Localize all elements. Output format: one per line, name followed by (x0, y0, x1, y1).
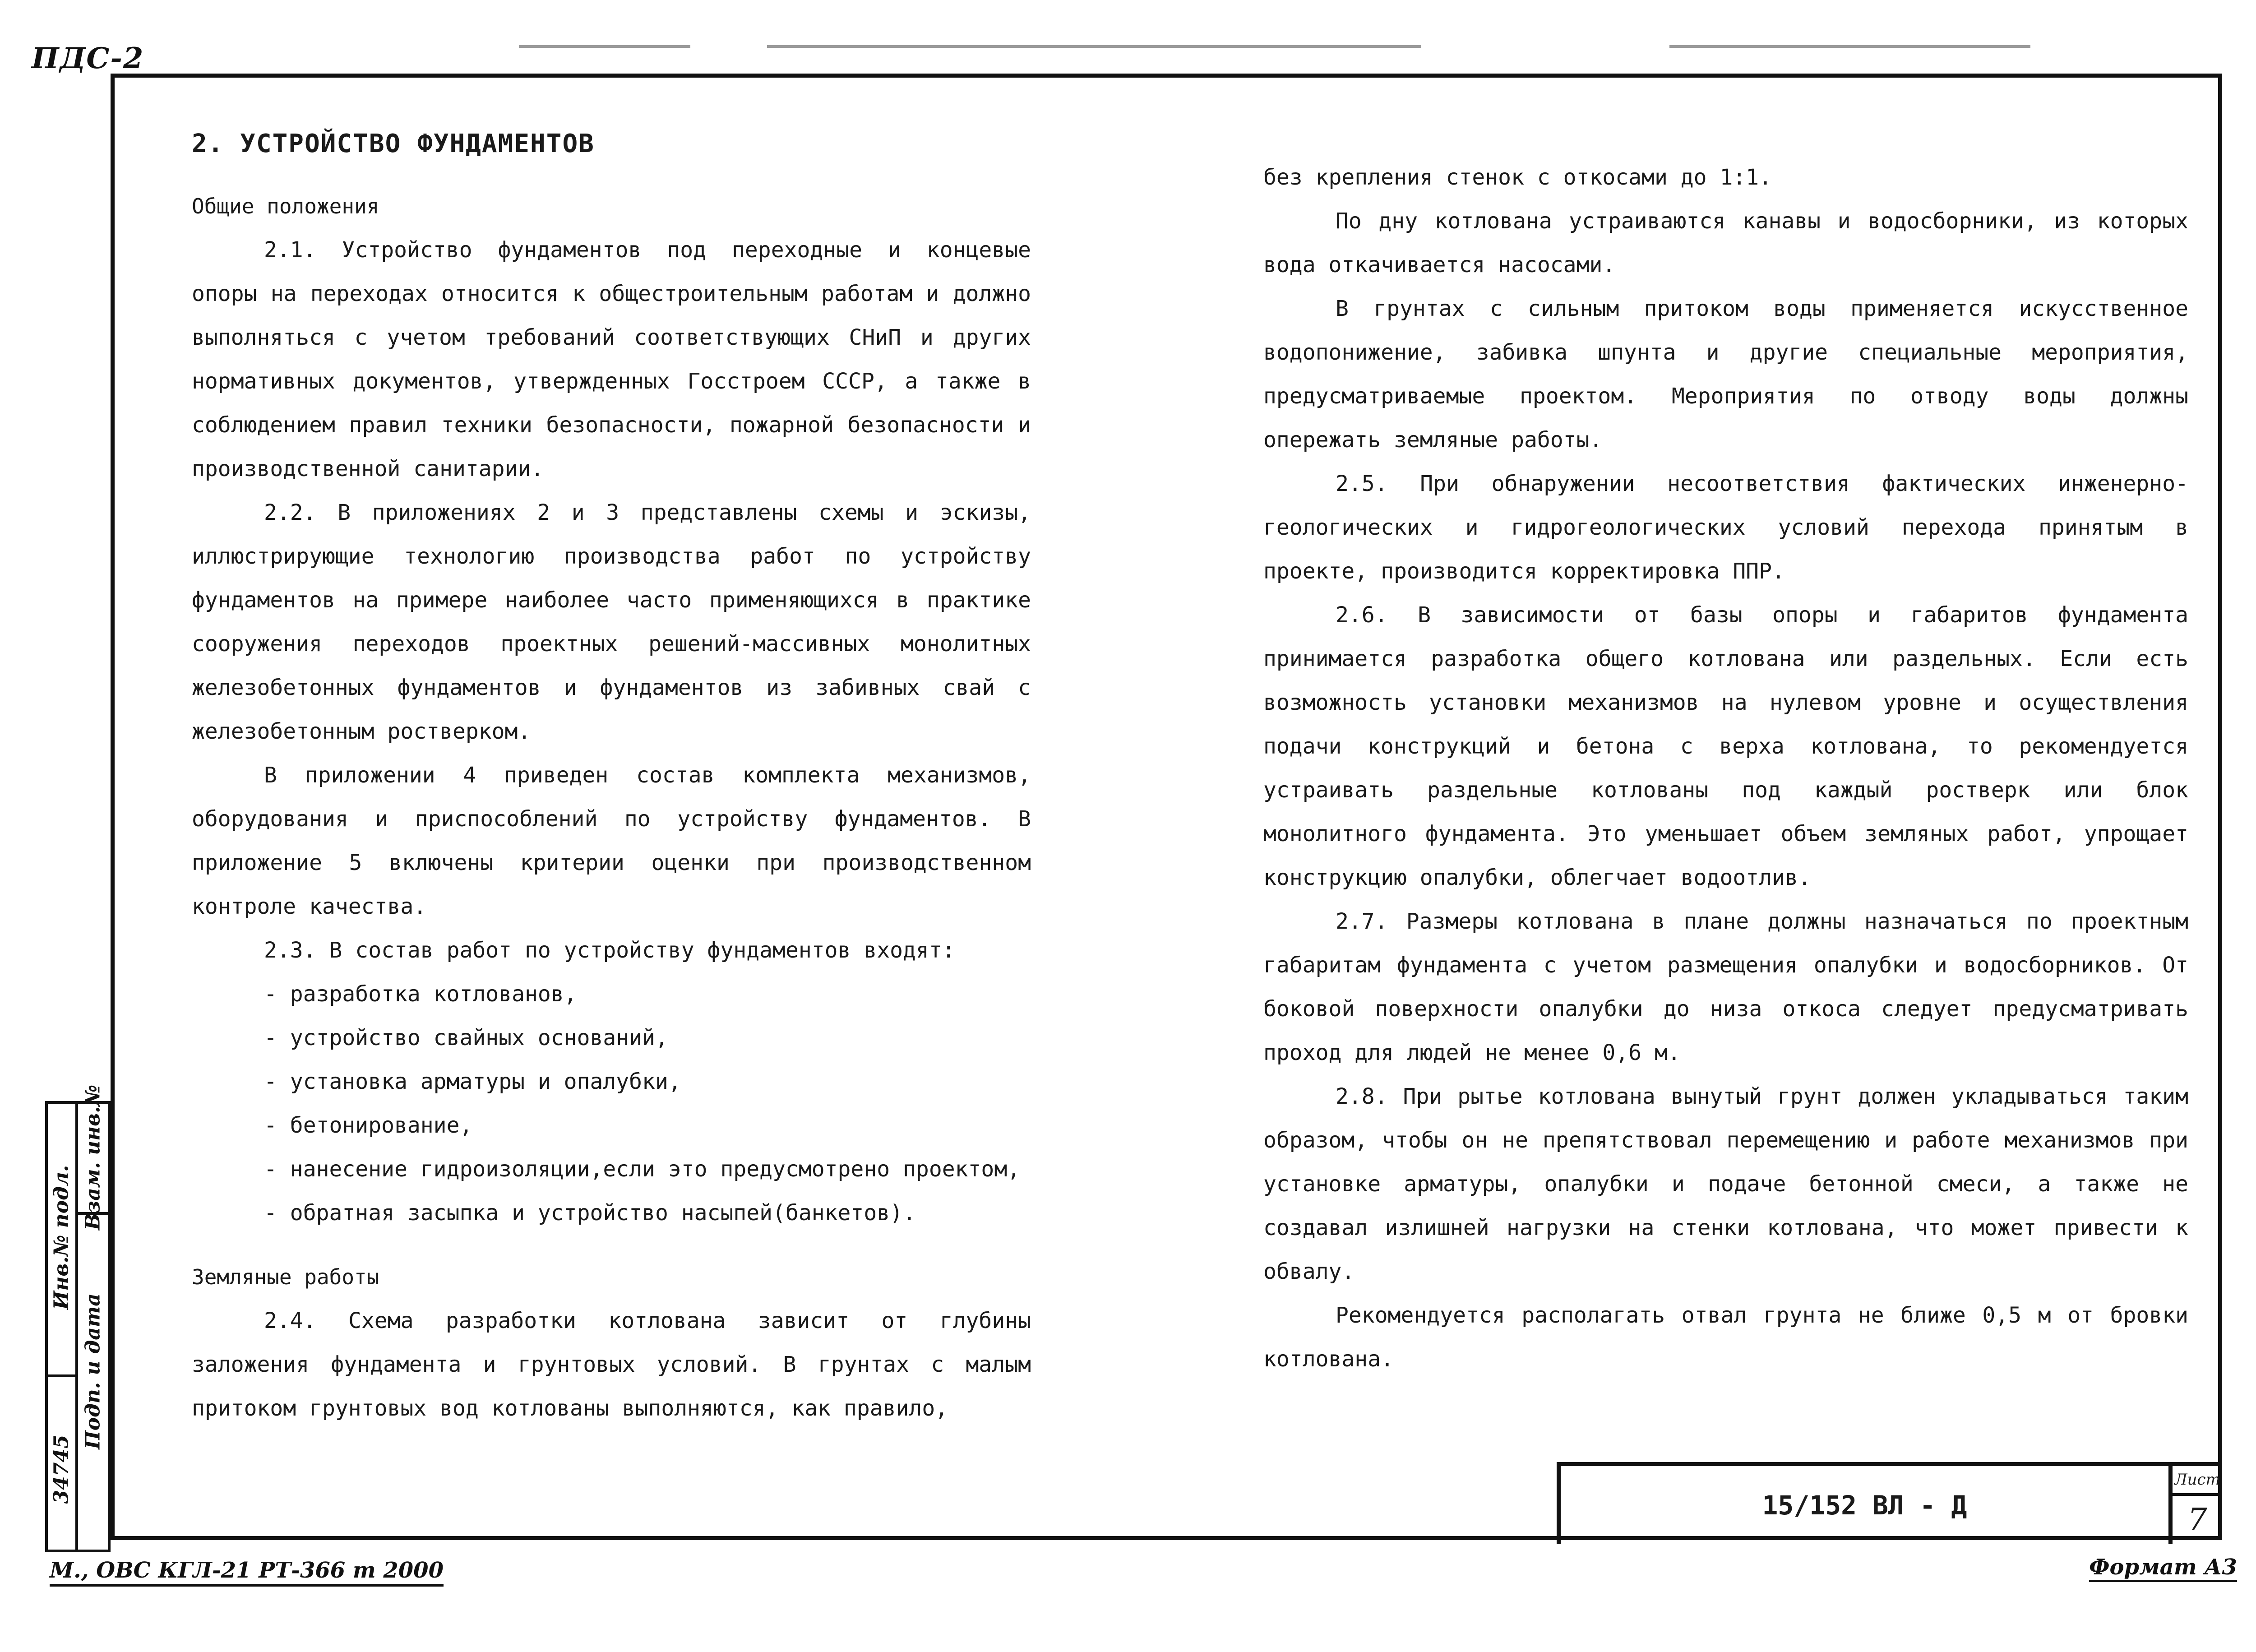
format-label: Формат А3 (2089, 1555, 2237, 1582)
sign-label: Подп. и дата (81, 1293, 105, 1449)
subheading-general: Общие положения (192, 194, 379, 218)
paragraph-2-3: 2.3. В состав работ по устройству фундаментов входят: (264, 938, 955, 963)
right-column (1263, 156, 2188, 1381)
left-column (192, 122, 1031, 1430)
list-item: - нанесение гидроизоляции,если это предусмотрено проектом, (192, 1148, 1031, 1191)
document-code: 15/152 ВЛ - Д (1561, 1466, 2173, 1544)
top-scan-line (519, 45, 690, 48)
strip-divider (48, 1374, 75, 1377)
paragraph-2-1: 2.1. Устройство фундаментов под переходные и концевые опоры на переходах относится к общестроительным работам и должно выполняться с учетом требований соответствующих СНиП и других нормативных документов, утвержденных Госстроем СССР, а также в соблюдением правил техники безопасности, пожарной безопасности и производственной санитарии. (192, 237, 1031, 481)
print-note: М., ОВС КГЛ-21 РТ-366 т 2000 (50, 1558, 444, 1587)
paragraph-2-2: 2.2. В приложениях 2 и 3 представлены схемы и эскизы, иллюстрирующие технологию производства работ по устройству фундаментов на примере наиболее часто применяющихся в практике сооружения переходов проектных решений-массивных монолитных железобетонных фундаментов и фундаментов из забивных свай с железобетонным ростверком. (192, 500, 1031, 744)
paragraph-2-6: 2.6. В зависимости от базы опоры и габаритов фундамента принимается разработка общего котлована или раздельных. Если есть возможность установки механизмов на нулевом уровне и осуществления подачи конструкций и бетона с верха котлована, то рекомендуется устраивать раздельные котлованы под каждый ростверк или блок монолитного фундамента. Это уменьшает объем земляных работ, упрощает конструкцию опалубки, облегчает водоотлив. (1263, 602, 2188, 890)
margin-strip (45, 1084, 111, 1552)
sheet-cell (2173, 1466, 2222, 1544)
paragraph-2-8: 2.8. При рытье котлована вынутый грунт должен укладываться таким образом, чтобы он не препятствовал перемещению и работе механизмов при установке арматуры, опалубки и подаче бетонной смеси, а также не создавал излишней нагрузки на стенки котлована, что может привести к обвалу. (1263, 1084, 2188, 1284)
paragraph-2-4: 2.4. Схема разработки котлована зависит от глубины заложения фундамента и грунтовых условий. В грунтах с малым притоком грунтовых вод котлованы выполняются, как правило, (192, 1308, 1031, 1421)
paragraph-continuation: без крепления стенок с откосами до 1:1. (1263, 165, 1772, 190)
works-list (192, 972, 1031, 1235)
top-scan-line (767, 45, 1421, 48)
list-item: - установка арматуры и опалубки, (192, 1060, 1031, 1104)
margin-strip-sign-cell (78, 1084, 108, 1550)
paragraph-drainage: По дну котлована устраиваются канавы и водосборники, из которых вода откачивается насосами. (1263, 208, 2188, 278)
paragraph-2-7: 2.7. Размеры котлована в плане должны назначаться по проектным габаритам фундамента с учетом размещения опалубки и водосборников. От боковой поверхности опалубки до низа откоса следует предусматривать проход для людей не менее 0,6 м. (1263, 909, 2188, 1065)
paragraph-2-5: 2.5. При обнаружении несоответствия фактических инженерно-геологических и гидрогеологических условий перехода принятым в проекте, производится корректировка ППР. (1263, 471, 2188, 584)
list-item: - устройство свайных оснований, (192, 1016, 1031, 1060)
paragraph-dewatering: В грунтах с сильным притоком воды применяется искусственное водопонижение, забивка шпунта и другие специальные мероприятия, предусматриваемые проектом. Мероприятия по отводу воды должны опережать земляные работы. (1263, 296, 2188, 453)
corner-mark: ПДС-2 (32, 42, 144, 75)
inv-number: 34745 (50, 1435, 73, 1504)
section-title: 2. УСТРОЙСТВО ФУНДАМЕНТОВ (192, 129, 595, 158)
sheet-number: 7 (2187, 1502, 2207, 1538)
list-item: - бетонирование, (192, 1104, 1031, 1148)
list-item: - разработка котлованов, (192, 972, 1031, 1016)
margin-strip-inv-cell (48, 1104, 78, 1550)
subheading-earthworks: Земляные работы (192, 1265, 379, 1289)
sheet-label: Лист (2173, 1466, 2222, 1496)
paragraph-appendix-4: В приложении 4 приведен состав комплекта механизмов, оборудования и приспособлений по устройству фундаментов. В приложение 5 включены критерии оценки при производственном контроле качества. (192, 763, 1031, 919)
title-block (1557, 1462, 2222, 1544)
paragraph-spoil: Рекомендуется располагать отвал грунта не ближе 0,5 м от бровки котлована. (1263, 1303, 2188, 1372)
inv-label: Инв.№ подл. (50, 1165, 73, 1310)
replace-label: Взам. инв.№ (81, 1084, 105, 1230)
top-scan-line (1669, 45, 2030, 48)
list-item: - обратная засыпка и устройство насыпей(банкетов). (192, 1191, 1031, 1235)
